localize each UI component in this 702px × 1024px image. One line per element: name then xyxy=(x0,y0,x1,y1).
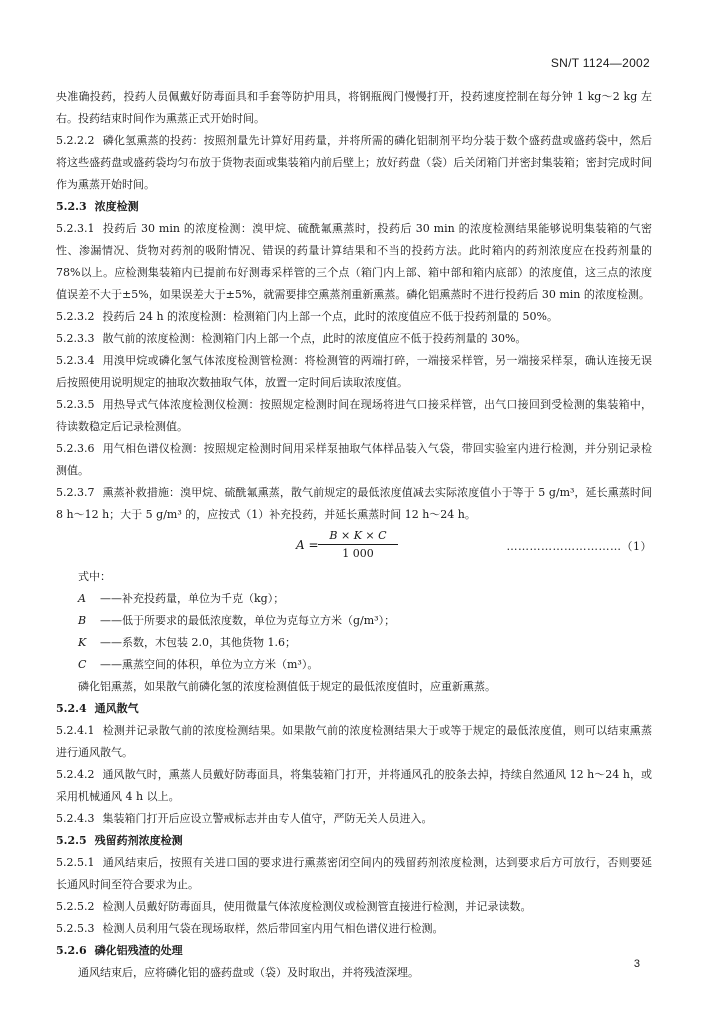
clause-text: 检测人员戴好防毒面具，使用微量气体浓度检测仪或检测管直接进行检测，并记录读数。 xyxy=(102,900,532,913)
clause-text: 集装箱门打开后应设立警戒标志并由专人值守，严防无关人员进入。 xyxy=(102,812,433,825)
section-5-2-3-heading xyxy=(56,196,652,218)
where-label: 式中： xyxy=(78,570,111,583)
clause-5-2-2-2 xyxy=(56,130,652,196)
variable-symbol: B xyxy=(78,614,87,627)
section-number: 5.2.4 xyxy=(56,702,87,715)
variable-def-b xyxy=(56,610,652,632)
clause-text: 检测并记录散气前的浓度检测结果。如果散气前的浓度检测结果大于或等于规定的最低浓度值，则可以结束熏蒸进行通风散气。 xyxy=(56,724,652,759)
clause-5-2-4-2 xyxy=(56,764,652,808)
intro-paragraph: 央准确投药，投药人员佩戴好防毒面具和手套等防护用具，将钢瓶阀门慢慢打开，投药速度控制在每分钟 1 kg～2 kg 左右。投药结束时间作为熏蒸正式开始时间。 xyxy=(56,90,652,125)
clause-text: 熏蒸补救措施：溴甲烷、硫酰氟熏蒸，散气前规定的最低浓度值减去实际浓度值小于等于 5 g/m³，延长熏蒸时间 8 h～12 h；大于 5 g/m³ 的，应按式（1）补充投药，并延长熏蒸时间 12 h～24 h。 xyxy=(56,486,652,521)
clause-text: 用气相色谱仪检测：按照规定检测时间用采样泵抽取气体样品装入气袋，带回实验室内进行检测，并分别记录检测值。 xyxy=(56,442,652,477)
clause-number: 5.2.5.2 xyxy=(56,900,95,913)
clause-5-2-3-5 xyxy=(56,394,652,438)
page-number: 3 xyxy=(633,958,640,970)
variable-symbol: K xyxy=(78,636,87,649)
fraction-bar xyxy=(318,544,398,545)
clause-5-2-3-7 xyxy=(56,482,652,526)
variable-definition: ——熏蒸空间的体积，单位为立方米（m³）。 xyxy=(100,658,319,671)
formula-lhs: A = xyxy=(296,538,319,552)
clause-text: 散气前的浓度检测：检测箱门内上部一个点，此时的浓度值应不低于投药剂量的 30%。 xyxy=(102,332,527,345)
clause-5-2-4-3 xyxy=(56,808,652,830)
clause-text: 通风散气时，熏蒸人员戴好防毒面具，将集装箱门打开，并将通风孔的胶条去掉，持续自然通风 12 h～24 h，或采用机械通风 4 h 以上。 xyxy=(56,768,652,803)
section-number: 5.2.5 xyxy=(56,834,87,847)
clause-5-2-5-2 xyxy=(56,896,652,918)
clause-5-2-3-2 xyxy=(56,306,652,328)
formula-denominator: 1 000 xyxy=(342,547,374,560)
clause-number: 5.2.3.4 xyxy=(56,354,95,367)
section-number: 5.2.6 xyxy=(56,944,87,957)
variable-symbol: A xyxy=(78,592,86,605)
standard-code: SN/T 1124—2002 xyxy=(550,56,650,70)
variable-def-a xyxy=(56,588,652,610)
clause-5-2-3-4 xyxy=(56,350,652,394)
clause-text: 磷化氢熏蒸的投药：按照剂量先计算好用药量，并将所需的磷化铝制剂平均分装于数个盛药盘或盛药袋中，然后将这些盛药盘或盛药袋均匀布放于货物表面或集装箱内前后壁上；放好药盘（袋）后关闭箱门并密封集装箱；密封完成时间作为熏蒸开始时间。 xyxy=(56,134,652,191)
document-body xyxy=(56,86,652,984)
variable-definition: ——低于所要求的最低浓度数，单位为克每立方米（g/m³）； xyxy=(100,614,396,627)
clause-number: 5.2.4.1 xyxy=(56,724,95,737)
section-number: 5.2.3 xyxy=(56,200,87,213)
clause-number: 5.2.5.3 xyxy=(56,922,95,935)
clause-number: 5.2.4.3 xyxy=(56,812,95,825)
section-5-2-6-heading xyxy=(56,940,652,962)
section-title: 残留药剂浓度检测 xyxy=(94,834,183,847)
clause-number: 5.2.4.2 xyxy=(56,768,95,781)
formula-1 xyxy=(56,528,652,562)
clause-text: 投药后 24 h 的浓度检测：检测箱门内上部一个点，此时的浓度值应不低于投药剂量的 50%。 xyxy=(102,310,558,323)
clause-5-2-5-1 xyxy=(56,852,652,896)
equation-number: …………………………（1） xyxy=(506,540,652,553)
variable-def-k xyxy=(56,632,652,654)
clause-text: 检测人员利用气袋在现场取样，然后带回室内用气相色谱仪进行检测。 xyxy=(102,922,444,935)
clause-5-2-3-3 xyxy=(56,328,652,350)
clause-5-2-3-6 xyxy=(56,438,652,482)
clause-5-2-3-1 xyxy=(56,218,652,306)
clause-text: 用溴甲烷或磷化氢气体浓度检测管检测：将检测管的两端打碎，一端接采样管，另一端接采样泵，确认连接无误后按照使用说明规定的抽取次数抽取气体，放置一定时间后读取浓度值。 xyxy=(56,354,652,389)
formula-fraction xyxy=(318,528,398,561)
clause-text: 通风结束后，按照有关进口国的要求进行熏蒸密闭空间内的残留药剂浓度检测，达到要求后方可放行，否则要延长通风时间至符合要求为止。 xyxy=(56,856,652,891)
clause-number: 5.2.5.1 xyxy=(56,856,95,869)
phosphide-note: 磷化铝熏蒸，如果散气前磷化氢的浓度检测值低于规定的最低浓度值时，应重新熏蒸。 xyxy=(78,680,496,693)
clause-text: 用热导式气体浓度检测仪检测：按照规定检测时间在现场将进气口接采样管，出气口接回到受检测的集装箱中，待读数稳定后记录检测值。 xyxy=(56,398,652,433)
variable-def-c xyxy=(56,654,652,676)
clause-number: 5.2.3.7 xyxy=(56,486,95,499)
variable-symbol: C xyxy=(78,658,87,671)
section-title: 通风散气 xyxy=(94,702,139,715)
clause-5-2-4-1 xyxy=(56,720,652,764)
clause-number: 5.2.3.1 xyxy=(56,222,95,235)
clause-5-2-6-text: 通风结束后，应将磷化铝的盛药盘或（袋）及时取出，并将残渣深埋。 xyxy=(78,966,419,979)
section-title: 浓度检测 xyxy=(94,200,139,213)
clause-text: 投药后 30 min 的浓度检测：溴甲烷、硫酰氟熏蒸时，投药后 30 min 的浓度检测结果能够说明集装箱的气密性、渗漏情况、货物对药剂的吸附情况、错误的药量计算结果和不当的投药方法。此时箱内的药剂浓度应在投药剂量的 78%以上。应检测集装箱内已提前布好测毒采样管的三个点（箱门内上部、箱中部和箱内底部）的浓度值，这三点的浓度值误差不大于±5%，如果误差大于±5%，就需要排空熏蒸剂重新熏蒸。磷化铝熏蒸时不进行投药后 30 min 的浓度检测。 xyxy=(56,222,652,301)
variable-definition: ——系数，木包装 2.0，其他货物 1.6； xyxy=(100,636,296,649)
clause-number: 5.2.3.3 xyxy=(56,332,95,345)
section-5-2-5-heading xyxy=(56,830,652,852)
variable-definition: ——补充投药量，单位为千克（kg）； xyxy=(100,592,285,605)
clause-5-2-5-3 xyxy=(56,918,652,940)
section-title: 磷化铝残渣的处理 xyxy=(94,944,183,957)
formula-numerator: B × K × C xyxy=(329,529,387,542)
clause-number: 5.2.3.6 xyxy=(56,442,95,455)
clause-number: 5.2.3.5 xyxy=(56,398,95,411)
clause-number: 5.2.2.2 xyxy=(56,134,95,147)
section-5-2-4-heading xyxy=(56,698,652,720)
clause-number: 5.2.3.2 xyxy=(56,310,95,323)
